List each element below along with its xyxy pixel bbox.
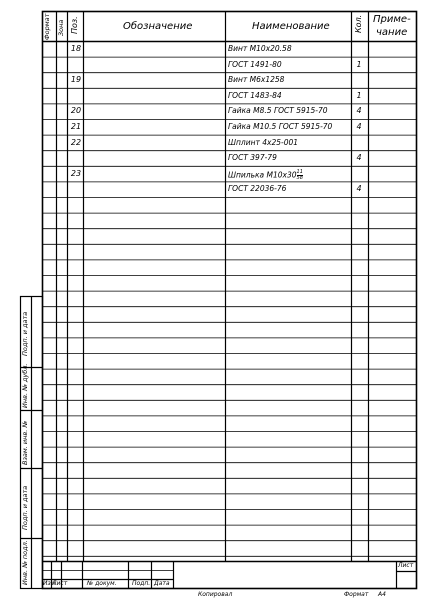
footer-list-right: Лист	[398, 562, 414, 569]
header-name: Наименование	[252, 21, 330, 32]
row-name-fraction	[297, 170, 303, 181]
footer-podp: Подп.	[132, 580, 151, 587]
side-inv-dubl: Инв. № дубл.	[21, 363, 29, 408]
side-vzam-inv: Взам. инв. №	[21, 420, 29, 465]
row-position: 23	[70, 168, 82, 178]
row-position: 20	[70, 106, 82, 116]
row-qty: 4	[356, 184, 362, 194]
row-name	[228, 76, 284, 84]
footer-list: Лист	[52, 580, 68, 587]
row-position: 18	[70, 44, 82, 53]
header-format: Формат	[43, 13, 51, 40]
footer-data: Дата	[154, 580, 170, 587]
header-note-1: Приме-	[373, 14, 411, 25]
row-name	[228, 45, 292, 53]
header-qty: Кол.	[354, 14, 363, 33]
row-name-text: Винт М6х1258	[228, 75, 285, 85]
row-name-text: Гайка М8.5 ГОСТ 5915-70	[228, 106, 328, 116]
row-name-text: Винт М10х20.58	[228, 44, 292, 53]
row-name-text: ГОСТ 22036-76	[228, 184, 287, 194]
footer-format: Формат	[344, 591, 369, 598]
row-name	[228, 61, 282, 69]
fraction-bottom: 58	[296, 174, 303, 181]
footer-format-value: А4	[378, 591, 386, 598]
row-name	[228, 139, 298, 147]
header-pos: Поз.	[70, 16, 79, 34]
row-qty: 4	[356, 153, 362, 163]
row-name	[228, 107, 328, 115]
row-name-text: ГОСТ 1483-84	[228, 90, 282, 100]
side-podp-data-top: Подп. и дата	[21, 311, 29, 356]
footer-kopiroval: Копировал	[198, 591, 233, 598]
fraction-top: 11	[296, 168, 303, 175]
row-position: 19	[70, 75, 82, 85]
row-name	[228, 170, 303, 181]
row-name-text: Шплинт 4х25-001	[228, 137, 299, 147]
row-name-text: ГОСТ 1491-80	[228, 59, 282, 69]
footer-ndokum: № докум.	[87, 580, 117, 587]
side-podp-data-bot: Подп. и дата	[21, 485, 29, 530]
row-qty: 4	[356, 122, 362, 131]
header-designation: Обозначение	[123, 21, 193, 32]
row-name	[228, 123, 332, 131]
row-name	[228, 92, 282, 100]
row-qty: 4	[356, 106, 362, 116]
row-name-text: Шпилька М10х30	[228, 170, 297, 180]
row-name-text: Гайка М10.5 ГОСТ 5915-70	[228, 122, 333, 131]
header-note-2: чание	[376, 27, 408, 38]
row-name	[228, 185, 286, 193]
row-name-text: ГОСТ 397-79	[228, 153, 277, 163]
row-qty: 1	[356, 90, 362, 100]
row-position: 21	[70, 122, 82, 131]
row-qty: 1	[356, 59, 362, 69]
row-name	[228, 154, 277, 162]
footer-izm: Изм	[43, 580, 56, 587]
side-inv-podl: Инв. № подл.	[21, 540, 29, 585]
row-position: 22	[70, 137, 82, 147]
header-zone: Зона	[57, 19, 65, 36]
